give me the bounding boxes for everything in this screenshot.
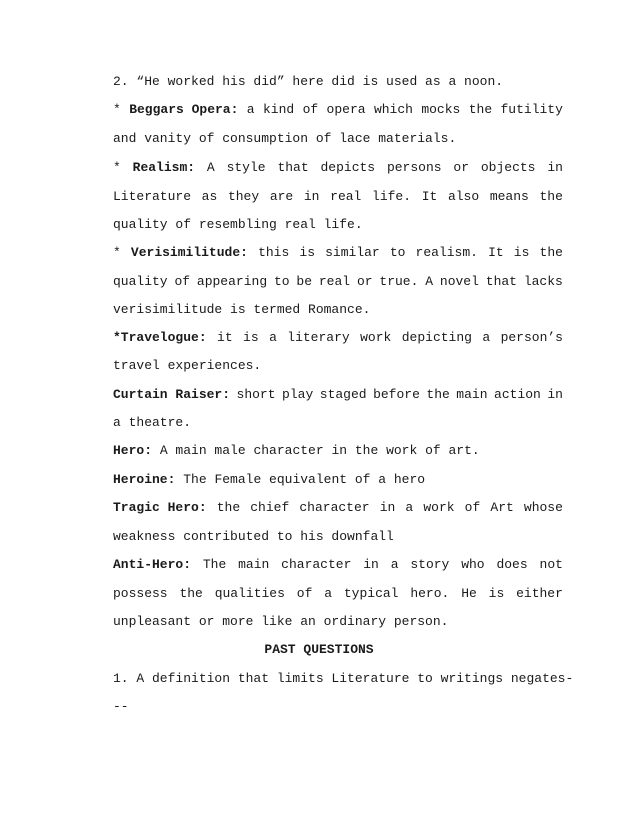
word: main (238, 557, 270, 572)
definition-hero (113, 443, 563, 459)
definition-verisimilitude (113, 245, 563, 261)
definition-text: A main male character in the work of art. (159, 443, 480, 458)
line-text: a theatre. (113, 415, 192, 430)
word: lacks (523, 274, 563, 289)
word: in (379, 500, 396, 515)
word: short (236, 387, 276, 402)
definition-curtain-raiser (113, 387, 563, 403)
word: character (281, 557, 352, 572)
word: as (201, 189, 218, 204)
word: is (513, 245, 530, 260)
word: are (269, 189, 294, 204)
word: of (302, 102, 319, 117)
word: character (299, 500, 370, 515)
definition-beggars-opera (113, 102, 563, 118)
word: in (547, 387, 563, 402)
word: a (390, 557, 399, 572)
word: in (547, 160, 563, 175)
line-text: and vanity of consumption of lace materials. (113, 131, 457, 146)
word: the (539, 189, 563, 204)
term: *Travelogue: (113, 330, 207, 345)
section-heading (0, 642, 638, 658)
question-line (113, 671, 574, 687)
word: this (258, 245, 290, 260)
word: chief (250, 500, 290, 515)
definition-anti-hero (113, 557, 563, 573)
term: Realism: (132, 160, 196, 175)
word: either (516, 586, 563, 601)
line-text: 1. A definition that limits Literature to writings negates- (113, 671, 574, 686)
bullet: * (113, 245, 121, 260)
term: Heroine: (113, 472, 176, 487)
word: opera (326, 102, 366, 117)
word: the (179, 586, 203, 601)
term: Anti-Hero: (113, 557, 192, 572)
text-line (113, 614, 563, 630)
word: true. (379, 274, 419, 289)
word: is (488, 586, 505, 601)
word: A (425, 274, 434, 289)
definition-realism (113, 160, 563, 176)
term: Curtain Raiser: (113, 387, 231, 402)
word: be (296, 274, 313, 289)
word: literary (287, 330, 350, 345)
word: to (389, 245, 406, 260)
word: realism. (415, 245, 478, 260)
text-line (113, 699, 563, 715)
word: the (426, 387, 450, 402)
bullet: * (113, 160, 121, 175)
word: depicting (401, 330, 472, 345)
term: Hero: (113, 443, 153, 458)
word: the (539, 245, 563, 260)
word: a (246, 102, 255, 117)
line-text: 2. “He worked his did” here did is used as a noon. (113, 74, 504, 89)
word: typical (343, 586, 399, 601)
word: whose (523, 500, 563, 515)
word: who (461, 557, 485, 572)
word: it (217, 330, 233, 345)
definition-travelogue (113, 330, 563, 346)
word: style (226, 160, 266, 175)
word: that (277, 160, 309, 175)
word: the (468, 102, 493, 117)
line-text: -- (113, 699, 129, 714)
line-text: travel experiences. (113, 358, 262, 373)
word: a (482, 330, 491, 345)
word: is (243, 330, 259, 345)
word: not (539, 557, 563, 572)
text-line (113, 415, 563, 431)
text-line (113, 586, 563, 602)
word: life. (372, 189, 412, 204)
word: to (273, 274, 290, 289)
word: hero. (410, 586, 450, 601)
word: play (282, 387, 314, 402)
word: a (324, 586, 333, 601)
word: It (488, 245, 504, 260)
word: or (356, 274, 373, 289)
word: real (330, 189, 362, 204)
word: work (360, 330, 392, 345)
word: objects (480, 160, 536, 175)
word: before (373, 387, 420, 402)
word: does (496, 557, 528, 572)
term: Verisimilitude: (130, 245, 248, 260)
word: also (447, 189, 480, 204)
word: the (216, 500, 241, 515)
word: persons (386, 160, 442, 175)
text-line (113, 274, 563, 290)
word: It (421, 189, 438, 204)
word: He (461, 586, 477, 601)
text-line (113, 302, 563, 318)
text-line (113, 358, 563, 374)
word: novel (439, 274, 479, 289)
line-text: unpleasant or more like an ordinary person. (113, 614, 449, 629)
word: in (363, 557, 379, 572)
word: of (296, 586, 313, 601)
word: which (373, 102, 413, 117)
word: similar (325, 245, 380, 260)
word: main (456, 387, 488, 402)
definition-text: The Female equivalent of a hero (183, 472, 426, 487)
term: Beggars Opera: (129, 102, 239, 117)
word: real (318, 274, 351, 289)
word: Literature (113, 189, 192, 204)
line-text: quality of resembling real life. (113, 217, 363, 232)
word: possess (113, 586, 168, 601)
term: Tragic Hero: (113, 500, 207, 515)
text-line (113, 74, 563, 90)
text-line (113, 131, 563, 147)
word: A (206, 160, 215, 175)
word: quality (113, 274, 168, 289)
line-text: weakness contributed to his downfall (113, 529, 394, 544)
word: is (299, 245, 315, 260)
bullet: * (113, 102, 121, 117)
word: action (494, 387, 541, 402)
text-line (113, 529, 563, 545)
word: qualities (214, 586, 285, 601)
word: story (410, 557, 450, 572)
word: that (485, 274, 517, 289)
word: a (269, 330, 277, 345)
word: means (489, 189, 529, 204)
definition-tragic-hero (113, 500, 563, 516)
word: staged (319, 387, 367, 402)
word: The (202, 557, 227, 572)
word: mocks (421, 102, 461, 117)
word: in (303, 189, 320, 204)
line-text: verisimilitude is termed Romance. (113, 302, 371, 317)
word: a (405, 500, 414, 515)
text-line (113, 189, 563, 205)
word: appearing (196, 274, 268, 289)
word: futility (500, 102, 563, 117)
word: work (423, 500, 455, 515)
word: person’s (500, 330, 563, 345)
word: of (464, 500, 481, 515)
word: of (174, 274, 191, 289)
word: depicts (320, 160, 376, 175)
word: kind (262, 102, 295, 117)
definition-heroine (113, 472, 563, 488)
text-line (113, 217, 563, 233)
word: they (227, 189, 260, 204)
heading-text: PAST QUESTIONS (264, 642, 374, 657)
word: or (453, 160, 470, 175)
word: Art (490, 500, 514, 515)
